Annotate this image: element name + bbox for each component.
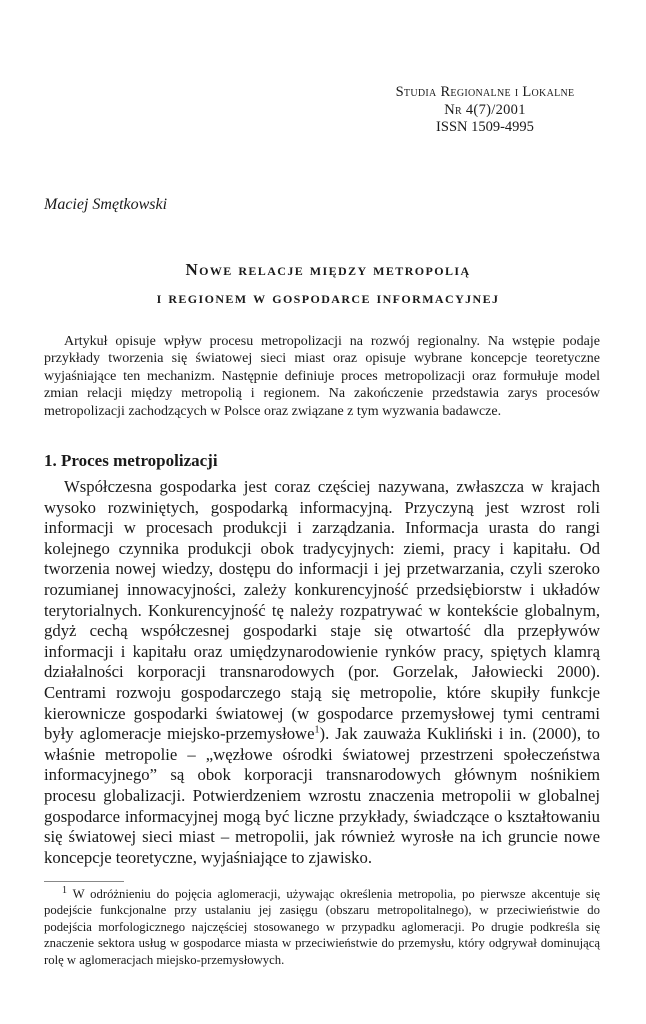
journal-issue: Nr 4(7)/2001 bbox=[444, 101, 526, 118]
body-text-part1: Współczesna gospodarka jest coraz częściej nazywana, zwłaszcza w krajach wysoko rozwiniętych, gospodarką informacyjną. Przyczyną jest wzrost roli informacji w procesach produkcji i zarządzania. Informacja urasta do rangi kolejnego czynnika produkcji obok tradycyjnych: ziemi, pracy i kapitału. Od tworzenia nowej wiedzy, dostępu do informacji i jej przetwarzania, czyli szeroko rozumianej innowacyjności, zależy konkurencyjność przedsiębiorstw i układów terytorialnych. Konkurencyjność tę należy rozpatrywać w kontekście globalnym, gdyż cechą współczesnej gospodarki staje się otwartość dla przepływów informacji i kapitału oraz umiędzynarodowienie rynków pracy, spiętych klamrą działalności korporacji transnarodowych (por. Gorzelak, Jałowiecki 2000). Centrami rozwoju gospodarczego stają się metropolie, które skupiły funkcje kierownicze gospodarki światowej (w gospodarce przemysłowej tymi centrami były aglomeracje miejsko-przemysłowe bbox=[44, 477, 600, 744]
body-paragraph bbox=[44, 477, 600, 868]
section-heading: 1. Proces metropolizacji bbox=[44, 451, 218, 470]
footnote-reference[interactable]: 1 bbox=[314, 724, 320, 736]
article-title-line1: Nowe relacje między metropolią bbox=[185, 260, 471, 279]
article-author: Maciej Smętkowski bbox=[44, 196, 168, 213]
body-text-part2: ). Jak zauważa Kukliński i in. (2000), to właśnie metropolie – „węzłowe ośrodki światowej przestrzeni społeczeństwa informacyjnego” są obok korporacji transnarodowych głównym nośnikiem procesu globalizacji. Potwierdzeniem wzrostu znaczenia metropolii w globalnej gospodarce informacyjnej mogą być liczne przykłady, świadczące o kształtowaniu się światowej sieci miast – metropolii, jak również wyrosłe na ich gruncie nowe koncepcje teoretyczne, wyjaśniające to zjawisko. bbox=[44, 724, 600, 867]
article-title-line2: i regionem w gospodarce informacyjnej bbox=[156, 288, 500, 307]
footnote-divider bbox=[44, 881, 124, 882]
journal-issn: ISSN 1509-4995 bbox=[436, 119, 534, 135]
journal-name: Studia Regionalne i Lokalne bbox=[395, 84, 575, 100]
article-abstract: Artykuł opisuje wpływ procesu metropolizacji na rozwój regionalny. Na wstępie podaje przykłady tworzenia się światowej sieci miast oraz opisuje wybrane koncepcje teoretyczne wyjaśniające ten mechanizm. Następnie definiuje proces metropolizacji oraz formułuje model zmian relacji między metropolią i regionem. Na zakończenie przedstawia zarys procesów metropolizacji zachodzących w Polsce oraz związane z tym wyzwania badawcze. bbox=[44, 334, 600, 419]
footnote-text: W odróżnieniu do pojęcia aglomeracji, używając określenia metropolia, po pierwsze akcentuje się podejście funkcjonalne przy ustalaniu jej zasięgu (obszaru metropolitalnego), w przeciwieństwie do podejścia morfologicznego najczęściej stosowanego w przypadku aglomeracji. Po drugie podkreśla się znaczenie sektora usług w gospodarce miasta w przeciwieństwie do przemysłu, który odgrywał dominującą rolę w aglomeracjach miejsko-przemysłowych. bbox=[44, 887, 600, 967]
footnote bbox=[44, 886, 600, 968]
journal-header bbox=[350, 84, 620, 137]
article-title bbox=[30, 256, 626, 312]
footnote-number: 1 bbox=[62, 884, 67, 896]
